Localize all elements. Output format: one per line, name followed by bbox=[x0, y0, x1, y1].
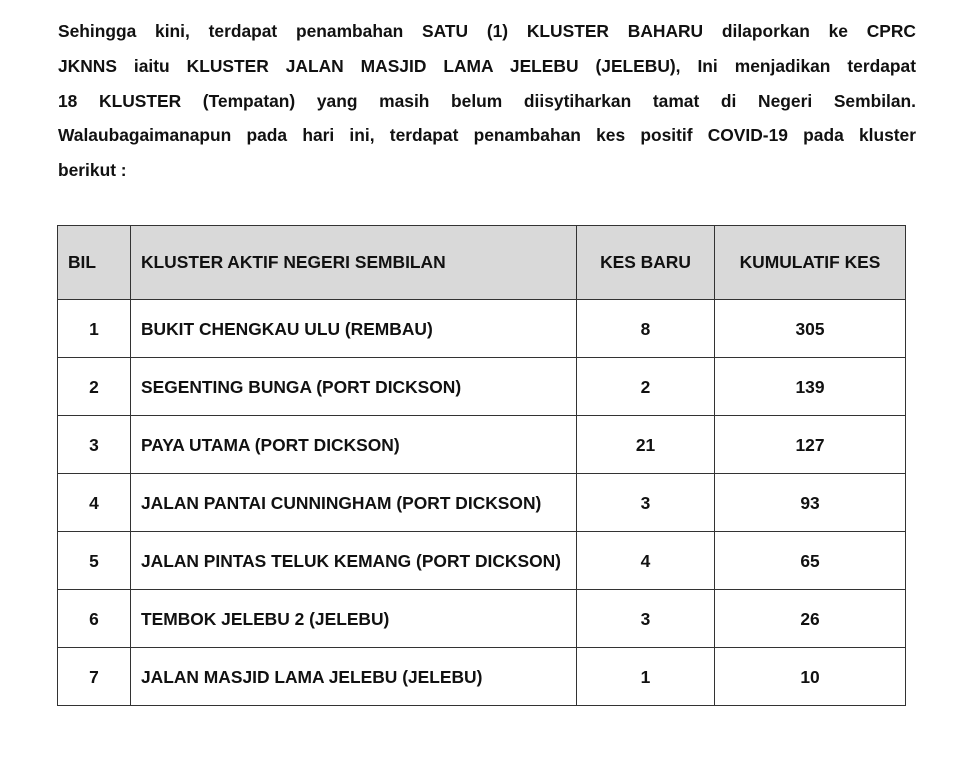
intro-line: berikut : bbox=[58, 160, 127, 181]
table-header-row bbox=[58, 226, 906, 300]
table-row bbox=[58, 358, 906, 416]
cell-kumulatif: 26 bbox=[715, 590, 906, 648]
intro-line: 18 KLUSTER (Tempatan) yang masih belum diisytiharkan tamat di Negeri Sembilan. bbox=[58, 90, 916, 111]
cell-kluster: TEMBOK JELEBU 2 (JELEBU) bbox=[131, 590, 577, 648]
cell-kes-baru: 3 bbox=[577, 590, 715, 648]
cell-kes-baru: 1 bbox=[577, 648, 715, 706]
cell-kluster: JALAN PINTAS TELUK KEMANG (PORT DICKSON) bbox=[131, 532, 577, 590]
table-header bbox=[58, 226, 906, 300]
cell-kumulatif: 93 bbox=[715, 474, 906, 532]
cell-kumulatif: 139 bbox=[715, 358, 906, 416]
cell-kumulatif: 65 bbox=[715, 532, 906, 590]
cell-bil: 5 bbox=[58, 532, 131, 590]
cell-bil: 4 bbox=[58, 474, 131, 532]
table-row bbox=[58, 590, 906, 648]
cell-kluster: BUKIT CHENGKAU ULU (REMBAU) bbox=[131, 300, 577, 358]
header-kes-baru: KES BARU bbox=[577, 226, 715, 300]
cell-kes-baru: 3 bbox=[577, 474, 715, 532]
cell-kes-baru: 21 bbox=[577, 416, 715, 474]
cell-bil: 6 bbox=[58, 590, 131, 648]
table-row bbox=[58, 416, 906, 474]
cell-bil: 3 bbox=[58, 416, 131, 474]
intro-paragraph bbox=[58, 14, 916, 188]
cell-kluster: JALAN MASJID LAMA JELEBU (JELEBU) bbox=[131, 648, 577, 706]
table-row bbox=[58, 474, 906, 532]
cell-kumulatif: 305 bbox=[715, 300, 906, 358]
intro-line: Walaubagaimanapun pada hari ini, terdapat penambahan kes positif COVID-19 pada kluster bbox=[58, 125, 916, 146]
table-row bbox=[58, 300, 906, 358]
intro-line: Sehingga kini, terdapat penambahan SATU (1) KLUSTER BAHARU dilaporkan ke CPRC bbox=[58, 21, 916, 41]
cell-kes-baru: 8 bbox=[577, 300, 715, 358]
header-kumulatif: KUMULATIF KES bbox=[715, 226, 906, 300]
cell-kes-baru: 2 bbox=[577, 358, 715, 416]
cell-bil: 2 bbox=[58, 358, 131, 416]
header-bil: BIL bbox=[58, 226, 131, 300]
table-row bbox=[58, 532, 906, 590]
cell-kluster: SEGENTING BUNGA (PORT DICKSON) bbox=[131, 358, 577, 416]
table-body bbox=[58, 300, 906, 706]
cell-kluster: JALAN PANTAI CUNNINGHAM (PORT DICKSON) bbox=[131, 474, 577, 532]
cell-kumulatif: 127 bbox=[715, 416, 906, 474]
cell-bil: 1 bbox=[58, 300, 131, 358]
cluster-table bbox=[57, 225, 906, 706]
cell-kes-baru: 4 bbox=[577, 532, 715, 590]
cell-kluster: PAYA UTAMA (PORT DICKSON) bbox=[131, 416, 577, 474]
table-row bbox=[58, 648, 906, 706]
intro-line: JKNNS iaitu KLUSTER JALAN MASJID LAMA JELEBU (JELEBU), Ini menjadikan terdapat bbox=[58, 55, 916, 76]
cell-kumulatif: 10 bbox=[715, 648, 906, 706]
header-kluster: KLUSTER AKTIF NEGERI SEMBILAN bbox=[131, 226, 577, 300]
cell-bil: 7 bbox=[58, 648, 131, 706]
